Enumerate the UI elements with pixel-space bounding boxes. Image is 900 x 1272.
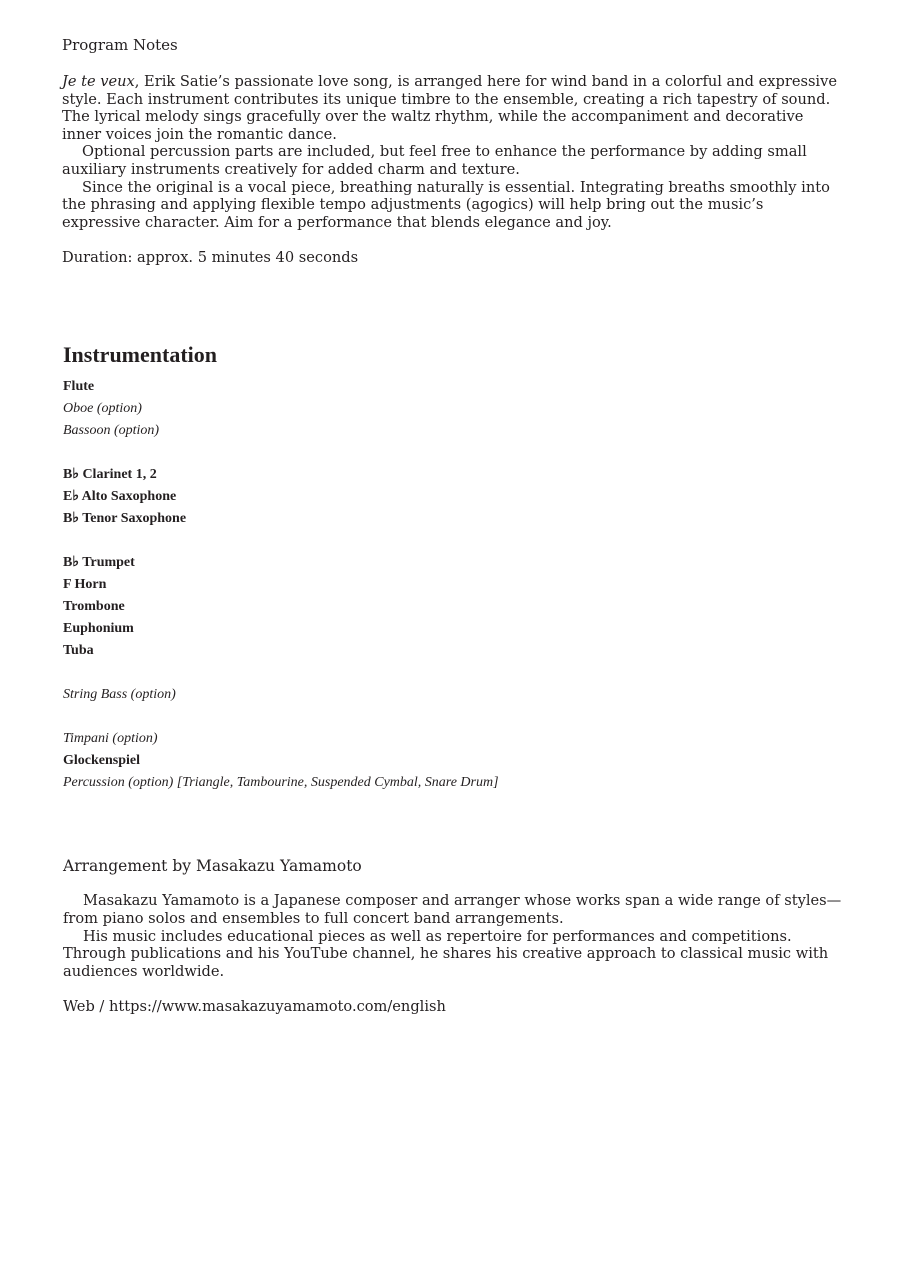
arranger-bio-paragraph-1: Masakazu Yamamoto is a Japanese composer and arranger whose works span a wide range of styles—from piano solos and ensembles to full concert band arrangements. [63,892,842,927]
arranger-bio [63,892,853,981]
arrangement-heading: Arrangement by Masakazu Yamamoto [63,857,362,875]
program-notes-paragraph-1-text: , Erik Satie’s passionate love song, is arranged here for wind band in a colorful and expressive style. Each instrument contributes its unique timbre to the ensemble, creating a rich tapestry of sound. The lyrical melody sings gracefully over the waltz rhythm, while the accompaniment and decorative inner voices join the romantic dance. [62,73,837,143]
instrument-list [63,376,499,794]
website-link[interactable]: Web / https://www.masakazuyamamoto.com/english [63,998,446,1015]
program-notes-paragraph-1 [62,73,842,143]
instrument-item: String Bass (option) [63,687,176,702]
instrument-item: B♭ Clarinet 1, 2 [63,467,157,482]
list-spacer [63,530,499,552]
list-spacer [63,706,499,728]
program-notes-paragraph-3: Since the original is a vocal piece, breathing naturally is essential. Integrating breaths smoothly into the phrasing and applying flexible tempo adjustments (agogics) will help bring out the music’s expressive character. Aim for a performance that blends elegance and joy. [62,178,830,231]
instrument-item: Euphonium [63,621,134,636]
instrument-item: Tuba [63,643,94,658]
duration-text: Duration: approx. 5 minutes 40 seconds [62,249,359,266]
instrument-item: Percussion (option) [Triangle, Tambourine, Suspended Cymbal, Snare Drum] [63,775,499,790]
instrument-item: Trombone [63,599,125,614]
arranger-bio-paragraph-2: His music includes educational pieces as well as repertoire for performances and competitions. Through publications and his YouTube channel, he shares his creative approach to classical music with audiences worldwide. [63,927,829,981]
instrument-item: F Horn [63,577,107,592]
instrument-item: Bassoon (option) [63,423,160,438]
list-spacer [63,662,499,684]
list-spacer [63,442,499,464]
instrument-item: E♭ Alto Saxophone [63,489,177,504]
program-notes-body [62,73,842,231]
piece-title: Je te veux [62,73,135,90]
instrument-item: Timpani (option) [63,731,158,746]
instrument-item: B♭ Trumpet [63,555,135,570]
program-notes-paragraph-2: Optional percussion parts are included, but feel free to enhance the performance by adding small auxiliary instruments creatively for added charm and texture. [62,143,807,178]
instrument-item: B♭ Tenor Saxophone [63,511,187,526]
program-notes-heading: Program Notes [62,36,178,54]
instrument-item: Flute [63,379,95,394]
instrument-item: Glockenspiel [63,753,141,768]
instrument-item: Oboe (option) [63,401,142,416]
instrumentation-heading: Instrumentation [63,342,218,367]
